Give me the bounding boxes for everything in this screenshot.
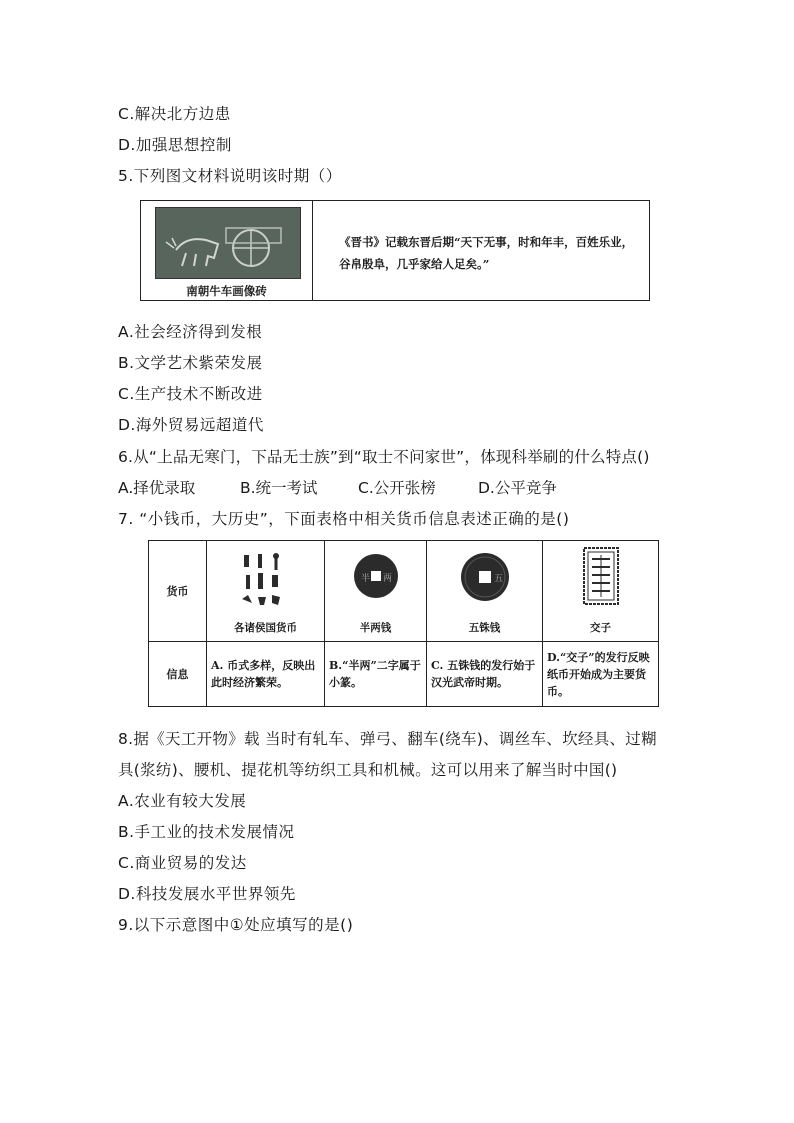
q4-option-d: D.加强思想控制 <box>118 136 232 154</box>
coin-name-jiaozi: 交子 <box>590 622 611 634</box>
q5-option-c: C.生产技术不断改进 <box>118 385 263 403</box>
q6-option-c: C.公开张榜 <box>358 479 436 497</box>
coin-name-feudal-states: 各诸侯国货币 <box>234 622 297 634</box>
q5-option-d: D.海外贸易远超道代 <box>118 416 264 434</box>
q6-option-d: D.公平竞争 <box>478 479 557 497</box>
q8-stem-line2: 具(浆纺)、腰机、提花机等纺织工具和机械。这可以用来了解当时中国() <box>118 761 618 779</box>
ox-cart-relief-image <box>155 207 301 279</box>
q6-option-b: B.统一考试 <box>240 479 318 497</box>
coin-cell-jiaozi <box>543 541 659 642</box>
q5-stem: 5.下列图文材料说明该时期（） <box>118 167 342 185</box>
q8-option-b: B.手工业的技术发展情况 <box>118 823 295 841</box>
q8-stem-line1: 8.据《天工开物》载 当时有轧车、弹弓、翻车(绕车)、调丝车、坎经具、过糊 <box>118 730 657 748</box>
table-row <box>149 541 659 642</box>
q5-quote-text: 《晋书》记载东晋后期“天下无事，时和年丰，百姓乐业，谷帛殷阜，几乎家给人足矣。” <box>339 235 634 271</box>
row-header-currency: 货币 <box>149 541 207 642</box>
info-cell-b: B.“半两”二字属于小篆。 <box>325 642 427 707</box>
svg-text:半: 半 <box>360 574 370 584</box>
q5-option-b: B.文学艺术紫荣发展 <box>118 354 263 372</box>
q8-option-c: C.商业贸易的发达 <box>118 854 247 872</box>
info-cell-c: C. 五铢钱的发行始于汉光武帝时期。 <box>427 642 543 707</box>
banliang-coin-icon <box>351 551 401 601</box>
q5-image-panel <box>141 201 313 300</box>
coin-cell-wuzhu <box>427 541 543 642</box>
coin-cell-feudal-states <box>207 541 325 642</box>
info-cell-a: A. 币式多样，反映出此时经济繁荣。 <box>207 642 325 707</box>
q5-option-a: A.社会经济得到发根 <box>118 323 263 341</box>
q6-stem: 6.从“上品无寒门，下品无士族”到“取士不问家世”，体现科举刷的什么特点() <box>118 448 650 466</box>
q8-option-a: A.农业有较大发展 <box>118 792 247 810</box>
svg-text:五: 五 <box>493 574 503 584</box>
q7-stem: 7. “小钱币，大历史”，下面表格中相关货币信息表述正确的是() <box>118 510 570 528</box>
q5-figure <box>140 200 650 301</box>
wuzhu-coin-icon <box>459 551 511 603</box>
q5-image-caption: 南朝牛车画像砖 <box>186 284 267 298</box>
q9-stem: 9.以下示意图中①处应填写的是() <box>118 916 354 934</box>
q4-option-c: C.解决北方边患 <box>118 105 231 123</box>
q8-option-d: D.科技发展水平世界领先 <box>118 885 296 903</box>
coin-name-wuzhu: 五铢钱 <box>468 622 501 634</box>
svg-text:两: 两 <box>382 574 392 584</box>
feudal-coins-icon <box>236 551 296 611</box>
info-cell-d: D.“交子”的发行反映纸币开始成为主要货币。 <box>543 642 659 707</box>
coin-name-banliang: 半两钱 <box>359 622 392 634</box>
coin-cell-banliang <box>325 541 427 642</box>
table-row <box>149 642 659 707</box>
row-header-info: 信息 <box>149 642 207 707</box>
q6-option-a: A.择优录取 <box>118 479 196 497</box>
q7-currency-table <box>148 540 659 707</box>
jiaozi-note-icon <box>583 547 619 605</box>
